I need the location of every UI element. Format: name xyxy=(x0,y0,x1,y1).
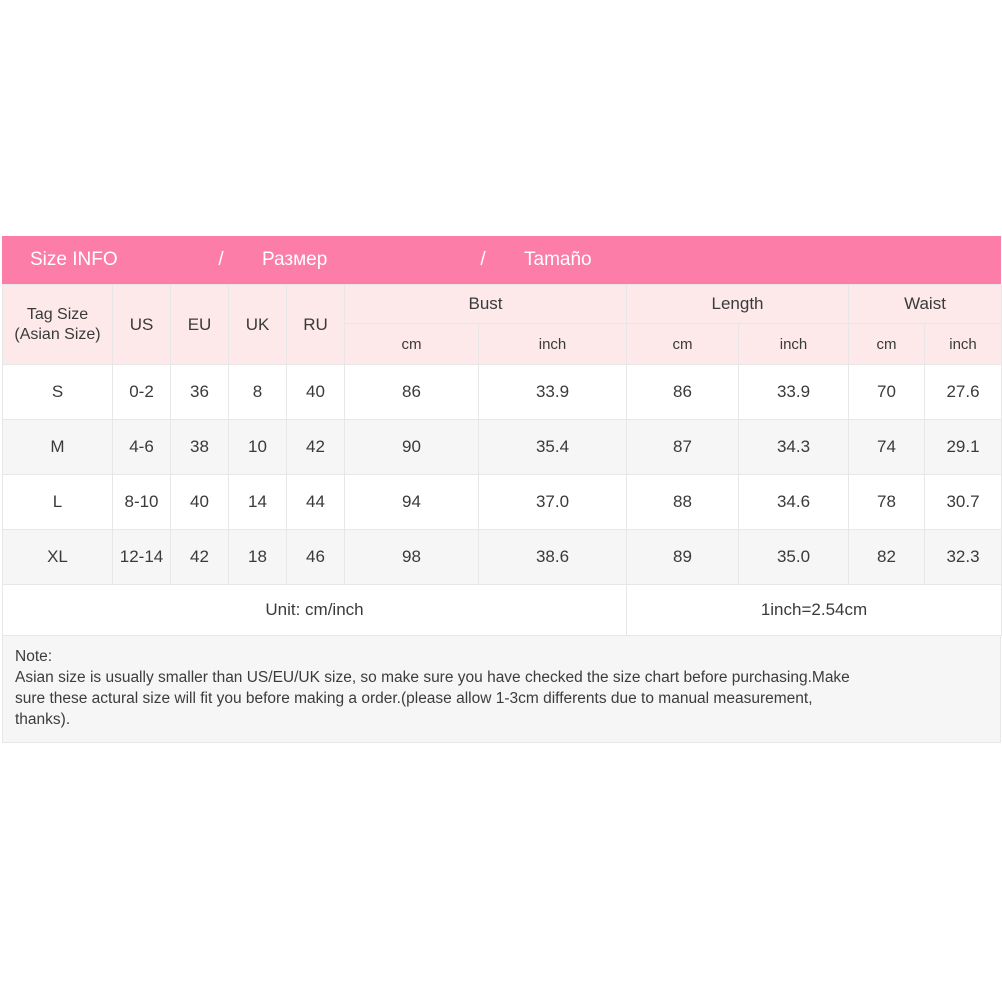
unit-cell xyxy=(3,585,627,636)
header-waist: Waist xyxy=(849,285,1002,324)
note-label: Note: xyxy=(15,648,53,665)
banner-title-ru: Размер xyxy=(262,249,328,270)
cell-length-cm: 86 xyxy=(627,365,739,420)
cell-ru: 40 xyxy=(287,365,345,420)
conversion-label: 1inch=2.54cm xyxy=(760,600,868,619)
header-tag-size xyxy=(3,285,113,365)
header-length: Length xyxy=(627,285,849,324)
cell-eu: 40 xyxy=(171,475,229,530)
cell-bust-inch: 35.4 xyxy=(479,420,627,475)
table-row xyxy=(3,475,1002,530)
cell-tag-size: S xyxy=(3,365,113,420)
size-chart xyxy=(2,236,1001,760)
table-row xyxy=(3,365,1002,420)
cell-length-cm: 88 xyxy=(627,475,739,530)
cell-ru: 44 xyxy=(287,475,345,530)
cell-eu: 42 xyxy=(171,530,229,585)
header-waist-inch: inch xyxy=(925,324,1002,365)
cell-us: 12-14 xyxy=(113,530,171,585)
header-tag-size-line1: Tag Size xyxy=(26,305,89,323)
cell-ru: 46 xyxy=(287,530,345,585)
table-foot xyxy=(3,585,1002,636)
header-bust: Bust xyxy=(345,285,627,324)
cell-bust-inch: 37.0 xyxy=(479,475,627,530)
cell-eu: 38 xyxy=(171,420,229,475)
cell-uk: 14 xyxy=(229,475,287,530)
cell-tag-size: L xyxy=(3,475,113,530)
header-length-cm: cm xyxy=(627,324,739,365)
cell-bust-cm: 90 xyxy=(345,420,479,475)
banner-separator-1: / xyxy=(218,249,224,270)
header-ru: RU xyxy=(287,285,345,365)
cell-waist-inch: 30.7 xyxy=(925,475,1002,530)
cell-ru: 42 xyxy=(287,420,345,475)
header-tag-size-line2: (Asian Size) xyxy=(14,325,101,343)
cell-waist-inch: 32.3 xyxy=(925,530,1002,585)
header-bust-cm: cm xyxy=(345,324,479,365)
cell-length-inch: 33.9 xyxy=(739,365,849,420)
table-body xyxy=(3,365,1002,585)
note-block xyxy=(2,636,1001,743)
cell-uk: 18 xyxy=(229,530,287,585)
cell-length-inch: 34.3 xyxy=(739,420,849,475)
cell-us: 0-2 xyxy=(113,365,171,420)
note-line-1: Asian size is usually smaller than US/EU/UK size, so make sure you have checked the size chart before purchasing.Make xyxy=(15,669,850,686)
cell-length-inch: 35.0 xyxy=(739,530,849,585)
conversion-cell xyxy=(627,585,1002,636)
size-info-banner xyxy=(2,236,1001,284)
cell-waist-inch: 29.1 xyxy=(925,420,1002,475)
header-eu: EU xyxy=(171,285,229,365)
cell-waist-cm: 78 xyxy=(849,475,925,530)
cell-length-inch: 34.6 xyxy=(739,475,849,530)
table-row xyxy=(3,530,1002,585)
header-length-inch: inch xyxy=(739,324,849,365)
cell-uk: 10 xyxy=(229,420,287,475)
banner-title-en: Size INFO xyxy=(30,249,118,270)
cell-waist-inch: 27.6 xyxy=(925,365,1002,420)
cell-bust-inch: 38.6 xyxy=(479,530,627,585)
banner-separator-2: / xyxy=(480,249,486,270)
unit-label: Unit: cm/inch xyxy=(265,600,364,619)
cell-uk: 8 xyxy=(229,365,287,420)
unit-row xyxy=(3,585,1002,636)
table-head xyxy=(3,285,1002,365)
cell-tag-size: XL xyxy=(3,530,113,585)
cell-eu: 36 xyxy=(171,365,229,420)
cell-tag-size: M xyxy=(3,420,113,475)
cell-bust-cm: 98 xyxy=(345,530,479,585)
note-line-2: sure these actural size will fit you before making a order.(please allow 1-3cm differents due to manual measurement, xyxy=(15,690,813,707)
header-us: US xyxy=(113,285,171,365)
cell-waist-cm: 74 xyxy=(849,420,925,475)
note-line-3: thanks). xyxy=(15,711,71,728)
header-bust-inch: inch xyxy=(479,324,627,365)
cell-us: 4-6 xyxy=(113,420,171,475)
header-waist-cm: cm xyxy=(849,324,925,365)
size-table xyxy=(2,284,1002,636)
banner-title-es: Tamaño xyxy=(524,249,592,270)
cell-us: 8-10 xyxy=(113,475,171,530)
header-uk: UK xyxy=(229,285,287,365)
cell-bust-cm: 86 xyxy=(345,365,479,420)
cell-waist-cm: 70 xyxy=(849,365,925,420)
cell-bust-inch: 33.9 xyxy=(479,365,627,420)
cell-length-cm: 87 xyxy=(627,420,739,475)
table-header-row-1 xyxy=(3,285,1002,324)
cell-length-cm: 89 xyxy=(627,530,739,585)
cell-waist-cm: 82 xyxy=(849,530,925,585)
cell-bust-cm: 94 xyxy=(345,475,479,530)
table-row xyxy=(3,420,1002,475)
